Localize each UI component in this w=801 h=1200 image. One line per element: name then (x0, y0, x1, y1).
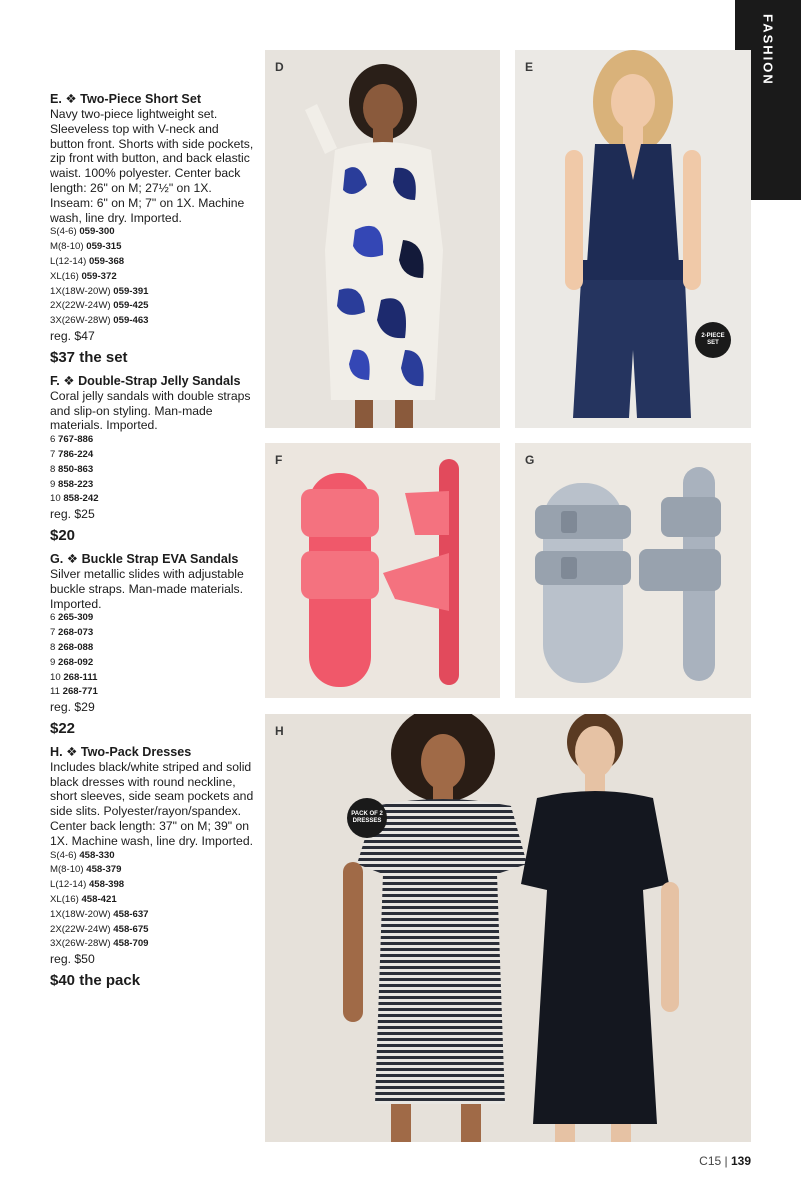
photo-letter: E (525, 60, 534, 74)
sku-line: S(4-6) 059-300 (50, 226, 115, 238)
product-description: Silver metallic slides with adjustable buckle straps. Man-made materials. Imported. (50, 566, 244, 611)
page-number: 139 (730, 1154, 751, 1168)
sku-line: L(12-14) 458-398 (50, 879, 125, 891)
two-piece-badge: 2-PIECE SET (695, 322, 731, 358)
page-footer: C15 | 139 (699, 1154, 751, 1168)
product-descriptions (50, 92, 255, 997)
floral-dress-illustration (265, 50, 500, 428)
sale-price: $37 the set (50, 348, 128, 366)
product-title: E. ❖ Two-Piece Short Set (50, 92, 202, 106)
photo-letter: G (525, 453, 535, 467)
photo-letter: H (275, 724, 284, 738)
product-description: Navy two-piece lightweight set. Sleeveless top with V-neck and button front. Shorts with side pockets, zip front with button, and back elastic waist. 100% polyester. Center back length: 26" on M; 27½" on 1X. Inseam: 6" on M; 7" on 1X. Machine wash, line dry. Imported. (50, 107, 254, 225)
sku-line: 3X(26W-28W) 059-463 (50, 315, 149, 327)
product-photo-f[interactable] (265, 443, 500, 698)
navy-set-illustration (515, 50, 751, 428)
coral-sandals-illustration (265, 443, 500, 698)
product-title: G. ❖ Buckle Strap EVA Sandals (50, 551, 239, 566)
product-photo-g[interactable] (515, 443, 751, 698)
product-description: Includes black/white striped and solid black dresses with round neckline, short sleeves, side seam pockets and side slits. Polyester/rayon/spandex. Center back length: 37" on M; 39" on 1X. Machine wash, line dry. Imported. (50, 759, 254, 848)
sku-line: 1X(18W-20W) 059-391 (50, 285, 149, 297)
sku-line: 11 268-771 (50, 686, 98, 698)
sku-line: L(12-14) 059-368 (50, 255, 125, 267)
sku-line: 8 850-863 (50, 463, 94, 475)
product-item-g (50, 552, 255, 739)
sku-line: 8 268-088 (50, 641, 94, 653)
section-tab-label: FASHION (760, 14, 776, 86)
sku-line: 6 767-886 (50, 434, 94, 446)
product-item-h (50, 745, 255, 991)
regular-price: reg. $50 (50, 952, 95, 967)
pack-of-two-badge: PACK OF 2 DRESSES (347, 798, 387, 838)
section-code: C15 (699, 1154, 722, 1168)
sale-price: $40 the pack (50, 972, 141, 990)
sku-line: M(8-10) 458-379 (50, 864, 122, 876)
product-title: H. ❖ Two-Pack Dresses (50, 744, 192, 759)
product-title: F. ❖ Double-Strap Jelly Sandals (50, 373, 241, 388)
sku-line: 7 268-073 (50, 627, 94, 639)
sku-line: M(8-10) 059-315 (50, 241, 122, 253)
photo-letter: F (275, 453, 283, 467)
sku-line: 9 858-223 (50, 478, 94, 490)
sku-line: 1X(18W-20W) 458-637 (50, 908, 149, 920)
product-item-e (50, 92, 255, 368)
sku-line: 9 268-092 (50, 656, 94, 668)
sale-price: $20 (50, 526, 76, 544)
photo-letter: D (275, 60, 284, 74)
sku-line: 10 858-242 (50, 493, 99, 505)
regular-price: reg. $47 (50, 328, 95, 343)
product-description: Coral jelly sandals with double straps and slip-on styling. Man-made materials. Imported. (50, 388, 251, 433)
sku-line: 7 786-224 (50, 448, 94, 460)
sku-line: 6 265-309 (50, 612, 94, 624)
sku-line: XL(16) 458-421 (50, 894, 117, 906)
sku-line: 2X(22W-24W) 059-425 (50, 300, 149, 312)
sku-line: 10 268-111 (50, 671, 98, 683)
regular-price: reg. $25 (50, 507, 95, 522)
sku-line: 3X(26W-28W) 458-709 (50, 938, 149, 950)
product-photo-e[interactable] (515, 50, 751, 428)
sku-line: 2X(22W-24W) 458-675 (50, 923, 149, 935)
product-item-f (50, 374, 255, 546)
sku-line: XL(16) 059-372 (50, 270, 117, 282)
silver-sandals-illustration (515, 443, 751, 698)
sale-price: $22 (50, 719, 76, 737)
two-dresses-illustration (265, 714, 751, 1142)
product-photo-d[interactable] (265, 50, 500, 428)
regular-price: reg. $29 (50, 700, 95, 715)
product-photo-h[interactable] (265, 714, 751, 1142)
sku-line: S(4-6) 458-330 (50, 849, 115, 861)
